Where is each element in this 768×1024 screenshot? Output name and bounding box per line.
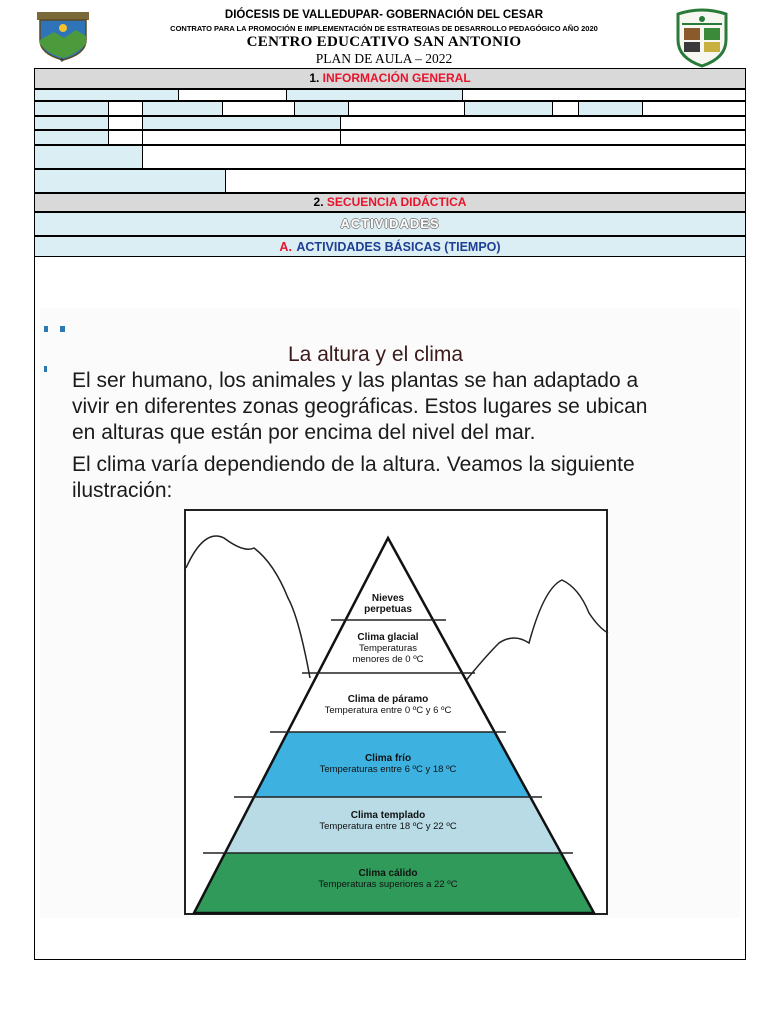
info-label-cell[interactable] bbox=[295, 102, 349, 115]
info-value-cell[interactable] bbox=[143, 131, 341, 144]
basic-activities-title: ACTIVIDADES BÁSICAS (TIEMPO) bbox=[296, 240, 501, 254]
level-nieves-label bbox=[238, 593, 538, 615]
lesson-title: La altura y el clima bbox=[288, 343, 464, 366]
section-1-bar bbox=[34, 68, 746, 89]
info-label-cell[interactable] bbox=[143, 117, 341, 129]
lesson-text-line-3: en alturas que están por encima del nivel del mar. bbox=[72, 421, 536, 444]
info-label-cell[interactable] bbox=[35, 90, 179, 100]
info-value-cell[interactable] bbox=[643, 102, 745, 115]
section-1-number: 1. bbox=[309, 71, 320, 85]
plan-title: PLAN DE AULA – 2022 bbox=[315, 51, 453, 66]
info-label-cell[interactable] bbox=[465, 102, 553, 115]
school-name: CENTRO EDUCATIVO SAN ANTONIO bbox=[246, 34, 522, 50]
section-2-bar bbox=[34, 193, 746, 212]
level-paramo-label bbox=[238, 694, 538, 716]
glacial-desc-2: menores de 0 ºC bbox=[352, 654, 424, 665]
info-value-cell[interactable] bbox=[109, 131, 143, 144]
calido-name: Clima cálido bbox=[358, 868, 418, 879]
basic-activities-letter: A. bbox=[279, 240, 292, 254]
diocese-heading: DIÓCESIS DE VALLEDUPAR- GOBERNACIÓN DEL CESAR bbox=[224, 9, 544, 21]
glacial-name: Clima glacial bbox=[357, 632, 419, 643]
frio-name: Clima frío bbox=[364, 753, 412, 764]
level-calido-label bbox=[238, 868, 538, 890]
lesson-text-line-5: ilustración: bbox=[72, 479, 173, 502]
nieves-line-2: perpetuas bbox=[364, 604, 412, 615]
section-2-title: SECUENCIA DIDÁCTICA bbox=[326, 195, 467, 209]
scan-dots bbox=[42, 322, 72, 382]
info-row-2 bbox=[34, 101, 746, 116]
lesson-text-line-1: El ser humano, los animales y las plantas se han adaptado a bbox=[72, 369, 639, 392]
calido-desc: Temperaturas superiores a 22 ºC bbox=[318, 879, 458, 890]
info-value-cell[interactable] bbox=[179, 90, 287, 100]
info-label-cell[interactable] bbox=[35, 170, 226, 192]
info-value-cell[interactable] bbox=[349, 102, 465, 115]
info-row-1 bbox=[34, 89, 746, 101]
activities-heading: ACTIVIDADES bbox=[340, 216, 440, 231]
info-label-cell[interactable] bbox=[579, 102, 643, 115]
info-value-cell[interactable] bbox=[143, 146, 745, 168]
glacial-desc-1: Temperaturas bbox=[358, 643, 418, 654]
info-label-cell[interactable] bbox=[35, 131, 109, 144]
info-label-cell[interactable] bbox=[287, 90, 463, 100]
level-frio-label bbox=[238, 753, 538, 775]
info-label-cell[interactable] bbox=[35, 102, 109, 115]
info-label-cell[interactable] bbox=[35, 146, 143, 168]
info-value-cell[interactable] bbox=[553, 102, 579, 115]
activities-bar bbox=[34, 212, 746, 236]
paramo-desc: Temperatura entre 0 ºC y 6 ºC bbox=[324, 705, 452, 716]
nieves-line-1: Nieves bbox=[371, 593, 405, 604]
section-1-title: INFORMACIÓN GENERAL bbox=[322, 71, 471, 85]
lesson-text-line-4: El clima varía dependiendo de la altura. Veamos la siguiente bbox=[72, 453, 635, 476]
lesson-text-line-2: vivir en diferentes zonas geográficas. Estos lugares se ubican bbox=[72, 395, 648, 418]
section-2-number: 2. bbox=[313, 195, 324, 209]
info-value-cell[interactable] bbox=[463, 90, 745, 100]
info-value-cell[interactable] bbox=[341, 131, 745, 144]
info-label-cell[interactable] bbox=[143, 102, 223, 115]
level-templado-label bbox=[238, 810, 538, 832]
climate-pyramid-illustration bbox=[184, 508, 610, 916]
info-row-5 bbox=[34, 145, 746, 169]
frio-desc: Temperaturas entre 6 ºC y 18 ºC bbox=[319, 764, 457, 775]
info-row-4 bbox=[34, 130, 746, 145]
paramo-name: Clima de páramo bbox=[347, 694, 429, 705]
info-value-cell[interactable] bbox=[226, 170, 745, 192]
contract-subheading: CONTRATO PARA LA PROMOCIÓN E IMPLEMENTACIÓN DE ESTRATEGIAS DE DESARROLLO PEDAGÓGICO AÑO 2020 bbox=[170, 24, 598, 33]
templado-name: Clima templado bbox=[350, 810, 426, 821]
info-row-6 bbox=[34, 169, 746, 193]
info-value-cell[interactable] bbox=[223, 102, 295, 115]
basic-activities-bar bbox=[34, 236, 746, 257]
info-value-cell[interactable] bbox=[341, 117, 745, 129]
info-value-cell[interactable] bbox=[109, 117, 143, 129]
templado-desc: Temperatura entre 18 ºC y 22 ºC bbox=[319, 821, 457, 832]
info-value-cell[interactable] bbox=[109, 102, 143, 115]
level-glacial-label bbox=[238, 632, 538, 665]
info-row-3 bbox=[34, 116, 746, 130]
info-label-cell[interactable] bbox=[35, 117, 109, 129]
